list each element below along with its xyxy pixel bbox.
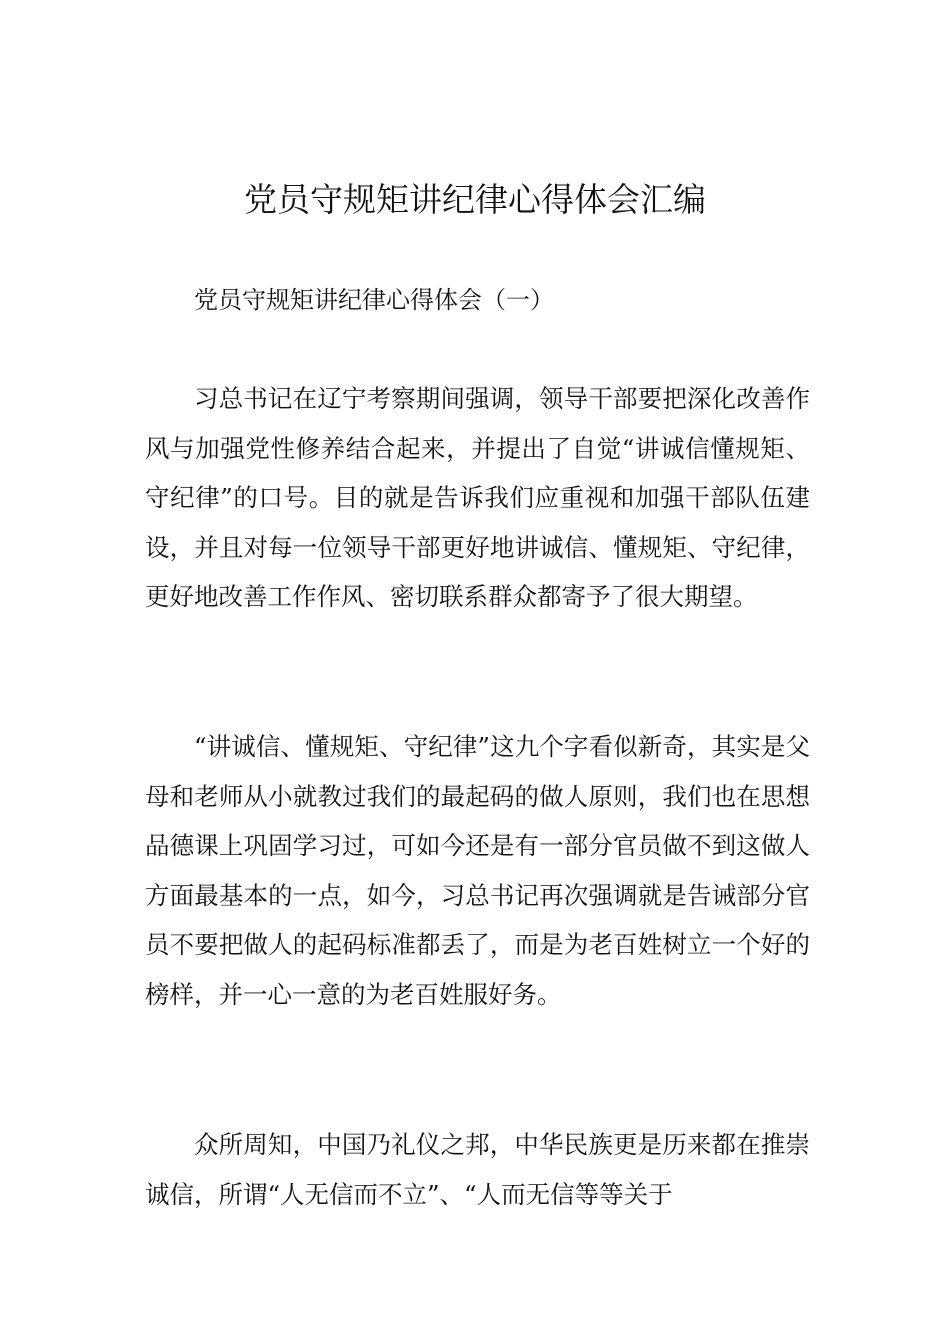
paragraph-3: 众所周知，中国乃礼仪之邦，中华民族更是历来都在推崇诚信，所谓“人无信而不立”、“人而无信等等关于 [145,1130,810,1209]
paragraph-1: 习总书记在辽宁考察期间强调，领导干部要把深化改善作风与加强党性修养结合起来，并提出了自觉“讲诚信懂规矩、守纪律”的口号。目的就是告诉我们应重视和加强干部队伍建设，并且对每一位领导干部更好地讲诚信、懂规矩、守纪律，更好地改善工作作风、密切联系群众都寄予了很大期望。 [145,384,810,611]
paragraph-2: “讲诚信、懂规矩、守纪律”这九个字看似新奇，其实是父母和老师从小就教过我们的最起码的做人原则，我们也在思想品德课上巩固学习过，可如今还是有一部分官员做不到这做人方面最基本的一点，如今，习总书记再次强调就是告诫部分官员不要把做人的起码标准都丢了，而是为老百姓树立一个好的榜样，并一心一意的为老百姓服好务。 [145,732,810,1009]
document-title: 党员守规矩讲纪律心得体会汇编 [244,180,706,219]
section-title: 党员守规矩讲纪律心得体会（一） [194,286,554,314]
